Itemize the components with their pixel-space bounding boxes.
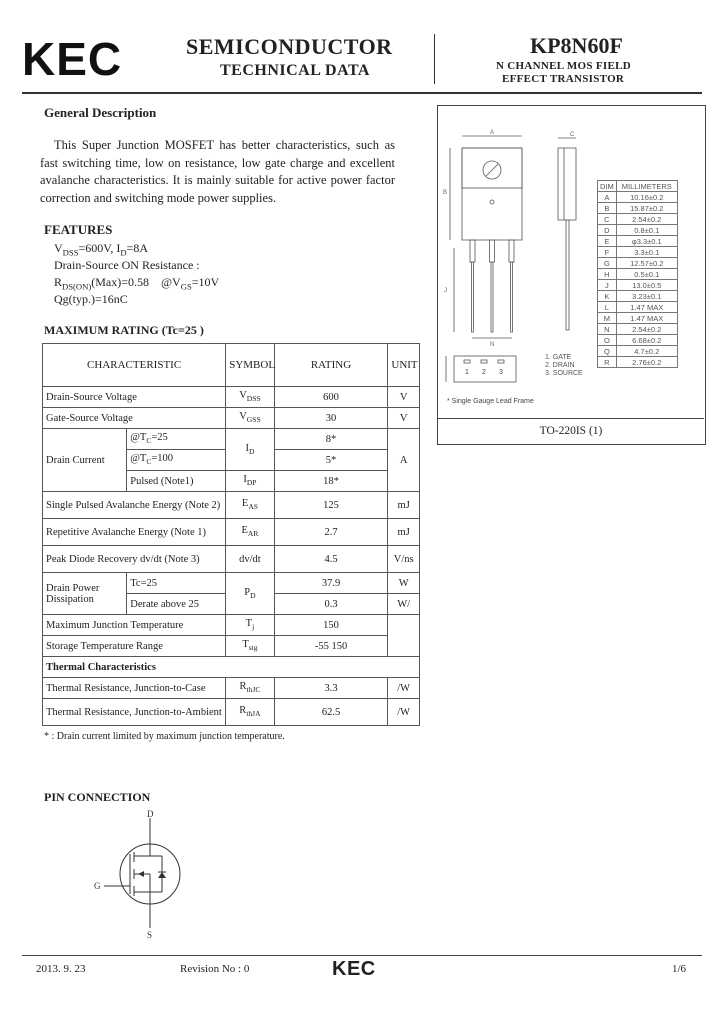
drain-label: D (147, 810, 154, 819)
pin-connection-heading: PIN CONNECTION (44, 790, 151, 804)
table-row: Drain-Source Voltage $V_{DSS}$ 600 V (43, 387, 420, 408)
footer-rule (22, 955, 702, 956)
footnote: * : Drain current limited by maximum junction temperature. (44, 731, 285, 742)
header-rating: RATING (274, 344, 388, 387)
footer-page-number: 1/6 (672, 963, 687, 975)
dimension-row: L 1.47 MAX (598, 302, 678, 313)
pin-1-label: 1 (465, 369, 469, 376)
table-row: Drain Power Dissipation Tc=25 $P_D$ 37.9 W (43, 573, 420, 594)
dimension-row: DIM MILLIMETERS (598, 181, 678, 192)
table-row: Maximum Junction Temperature $T_j$ 150 (43, 615, 420, 636)
table-row: Storage Temperature Range $T_{stg}$ -55 150 (43, 636, 420, 657)
pin-3-label: 3 (499, 369, 503, 376)
footer-date: 2013. 9. 23 (36, 963, 86, 975)
dimension-row: Q 4.7±0.2 (598, 346, 678, 357)
thermal-heading-row: Thermal Characteristics (43, 657, 420, 678)
device-type-line1: N CHANNEL MOS FIELD (496, 60, 631, 72)
svg-text:A: A (490, 130, 495, 136)
dimension-row: G 12.57±0.2 (598, 258, 678, 269)
table-row: Drain Current $@T_C=25$ $I_D$ 8* A (43, 429, 420, 450)
features-heading: FEATURES (44, 222, 113, 237)
table-row: $@T_C=100$ 5* (43, 450, 420, 471)
svg-text:C: C (570, 132, 575, 138)
feature-rdson-label: Drain-Source ON Resistance : (54, 258, 200, 272)
dimension-row: E φ3.3±0.1 (598, 236, 678, 247)
header-subtitle: TECHNICAL DATA (220, 62, 370, 79)
header-characteristic: CHARACTERISTIC (43, 344, 226, 387)
dimension-row: M 1.47 MAX (598, 313, 678, 324)
table-row: Repetitive Avalanche Energy (Note 1) $E_{AR}$ 2.7 mJ (43, 519, 420, 546)
dimension-table (597, 180, 678, 368)
table-row: Thermal Resistance, Junction-to-Case $R_{thJC}$ 3.3 /W (43, 678, 420, 699)
table-row: Thermal Resistance, Junction-to-Ambient $R_{thJA}$ 62.5 /W (43, 699, 420, 726)
dimension-row: B 15.87±0.2 (598, 203, 678, 214)
dimension-row: K 3.23±0.1 (598, 291, 678, 302)
maximum-rating-heading: MAXIMUM RATING (Tc=25 ) (44, 323, 204, 337)
maximum-rating-table (42, 343, 420, 726)
dimension-row: F 3.3±0.1 (598, 247, 678, 258)
dimension-row: C 2.54±0.2 (598, 214, 678, 225)
dimension-row: N 2.54±0.2 (598, 324, 678, 335)
package-name: TO-220IS (1) (438, 418, 704, 443)
dimension-row: R 2.76±0.2 (598, 357, 678, 368)
pin-legend: 1. GATE 2. DRAIN 3. SOURCE (545, 354, 583, 377)
table-row: Single Pulsed Avalanche Energy (Note 2) $E_{AS}$ 125 mJ (43, 492, 420, 519)
mosfet-schematic (90, 810, 210, 940)
table-row: Gate-Source Voltage $V_{GSS}$ 30 V (43, 408, 420, 429)
general-description-heading: General Description (44, 105, 157, 120)
lead-frame-note: * Single Gauge Lead Frame (447, 398, 534, 405)
table-header-row (43, 344, 420, 387)
table-row: Pulsed (Note1) $I_{DP}$ 18* (43, 471, 420, 492)
dimension-row: H 0.5±0.1 (598, 269, 678, 280)
footer-logo: KEC (332, 958, 376, 980)
device-type-line2: EFFECT TRANSISTOR (502, 73, 625, 85)
header-rule (22, 92, 702, 94)
general-description-text: This Super Junction MOSFET has better characteristics, such as fast switching time, low on resistance, low gate charge and excellent avalanche characteristics. It is mainly suitable for active power factor correction and switching mode power supplies. (40, 138, 395, 205)
feature-rdson: $R_{DS(ON)}(Max)=0.58$ $@V_{GS}=10V$ (54, 275, 220, 292)
header-divider (434, 34, 435, 84)
header-title: SEMICONDUCTOR (186, 34, 393, 59)
feature-vdss: $V_{DSS}=600V$, $I_D=8A$ (54, 241, 149, 258)
pin-2-label: 2 (482, 369, 486, 376)
part-number: KP8N60F (530, 33, 623, 58)
dimension-row: O 6.68±0.2 (598, 335, 678, 346)
header-symbol: SYMBOL (226, 344, 274, 387)
dimension-row: A 10.16±0.2 (598, 192, 678, 203)
svg-text:J: J (444, 288, 447, 294)
source-label: S (147, 930, 153, 940)
kec-logo: KEC (22, 33, 123, 85)
table-row: Derate above 25 0.3 W/ (43, 594, 420, 615)
feature-qg: Qg(typ.)=16nC (54, 292, 128, 306)
svg-text:N: N (490, 342, 495, 348)
svg-text:B: B (443, 190, 448, 196)
dimension-row: D 0.8±0.1 (598, 225, 678, 236)
dimension-row: J 13.0±0.5 (598, 280, 678, 291)
footer-revision: Revision No : 0 (180, 963, 250, 975)
table-row: Peak Diode Recovery dv/dt (Note 3) dv/dt 4.5 V/ns (43, 546, 420, 573)
header-unit: UNIT (388, 344, 420, 387)
gate-label: G (94, 881, 101, 891)
